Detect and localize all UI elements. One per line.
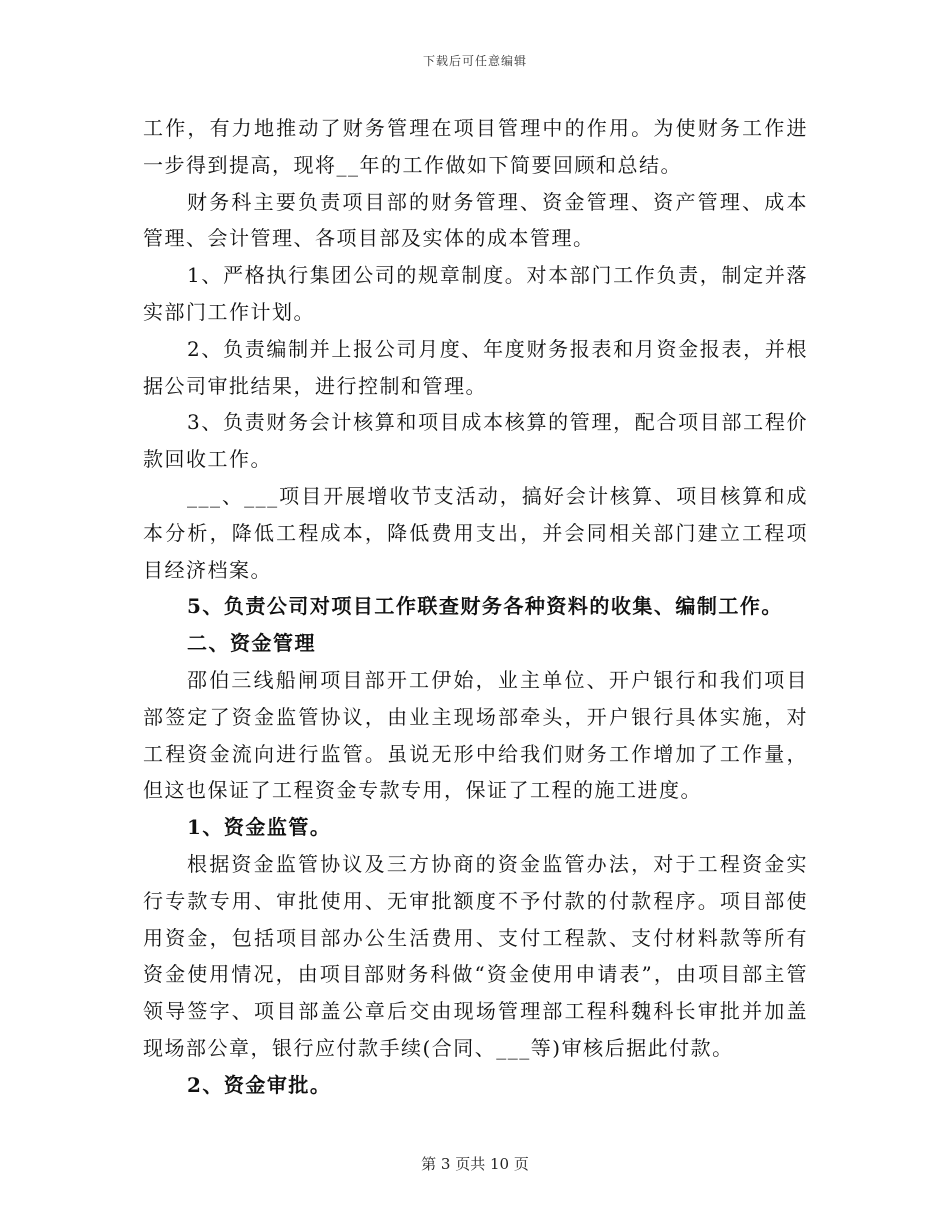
list-item-2: 2、负责编制并上报公司月度、年度财务报表和月资金报表，并根据公司审批结果，进行控制和管理。 — [143, 336, 808, 398]
paragraph-2: 财务科主要负责项目部的财务管理、资金管理、资产管理、成本管理、会计管理、各项目部及实体的成本管理。 — [143, 189, 808, 251]
paragraph-1: 工作，有力地推动了财务管理在项目管理中的作用。为使财务工作进一步得到提高，现将__年的工作做如下简要回顾和总结。 — [143, 116, 808, 177]
paragraph-3: 邵伯三线船闸项目部开工伊始，业主单位、开户银行和我们项目部签定了资金监管协议，由业主现场部牵头，开户银行具体实施，对工程资金流向进行监管。虽说无形中给我们财务工作增加了工作量，但这也保证了工程资金专款专用，保证了工程的施工进度。 — [143, 667, 808, 803]
subsection-heading-1: 1、资金监管。 — [187, 815, 332, 840]
paragraph-4: 根据资金监管协议及三方协商的资金监管办法，对于工程资金实行专款专用、审批使用、无审批额度不予付款的付款程序。项目部使用资金，包括项目部办公生活费用、支付工程款、支付材料款等所有资金使用情况，由项目部财务科做“资金使用申请表”，由项目部主管领导签字、项目部盖公章后交由现场管理部工程科魏科长审批并加盖现场部公章，银行应付款手续(合同、___等)审核后据此付款。 — [143, 851, 808, 1060]
list-item-4: ___、___项目开展增收节支活动，搞好会计核算、项目核算和成本分析，降低工程成本，降低费用支出，并会同相关部门建立工程项目经济档案。 — [143, 483, 808, 582]
section-heading: 二、资金管理 — [187, 631, 316, 656]
list-item-5: 5、负责公司对项目工作联查财务各种资料的收集、编制工作。 — [187, 594, 783, 619]
list-item-3: 3、负责财务会计核算和项目成本核算的管理，配合项目部工程价款回收工作。 — [143, 410, 808, 472]
page-footer: 第 3 页共 10 页 — [421, 1155, 529, 1173]
subsection-heading-2: 2、资金审批。 — [187, 1072, 332, 1097]
document-body — [143, 110, 808, 1104]
list-item-1: 1、严格执行集团公司的规章制度。对本部门工作负责，制定并落实部门工作计划。 — [143, 263, 808, 324]
page-header: 下载后可任意编辑 — [422, 54, 527, 68]
